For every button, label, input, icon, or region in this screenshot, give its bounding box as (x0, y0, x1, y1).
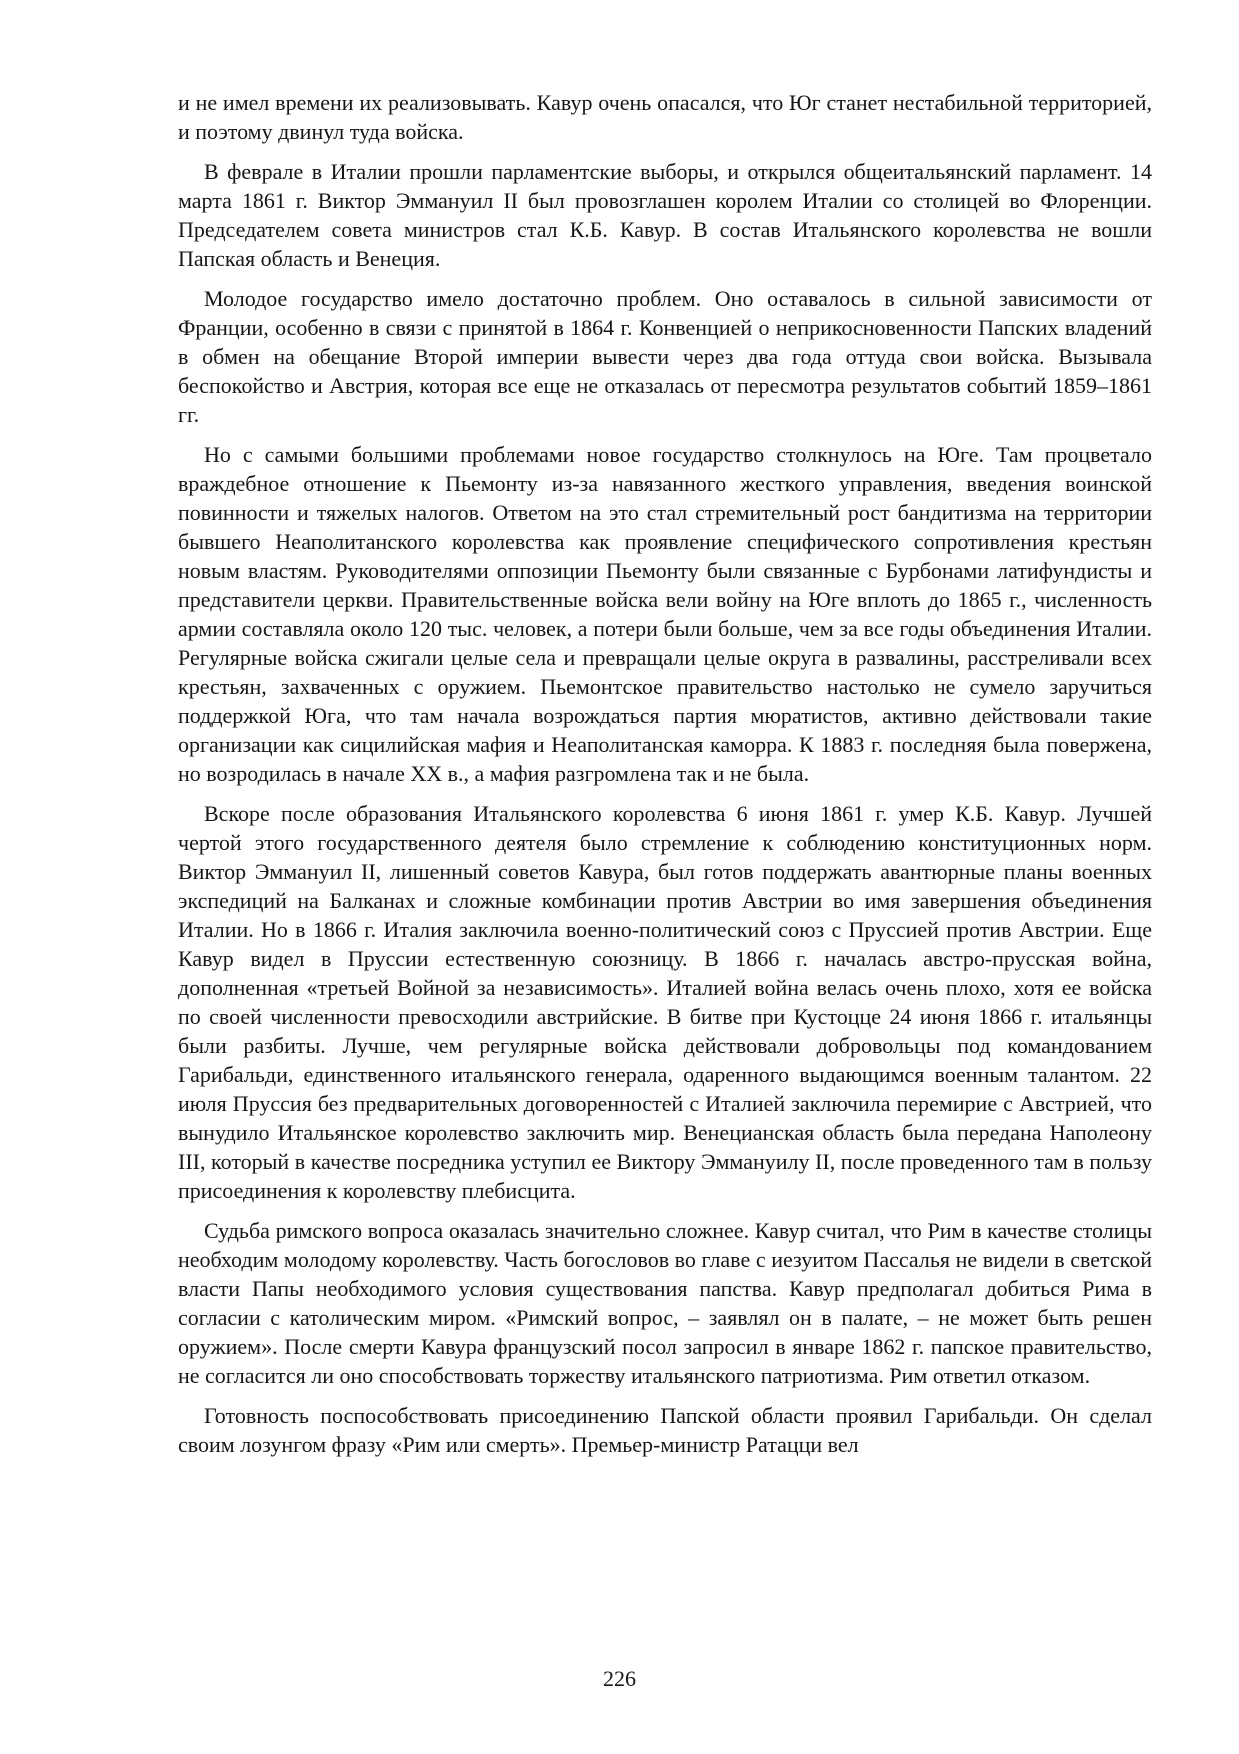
paragraph: Судьба римского вопроса оказалась значительно сложнее. Кавур считал, что Рим в качестве столицы необходим молодому королевству. Часть богословов во главе с иезуитом Пассалья не видели в светской власти Папы необходимого условия существования папства. Кавур предполагал добиться Рима в согласии с католическим миром. «Римский вопрос, – заявлял он в палате, – не может быть решен оружием». После смерти Кавура французский посол запросил в январе 1862 г. папское правительство, не согласится ли оно способствовать торжеству итальянского патриотизма. Рим ответил отказом. (178, 1218, 1152, 1388)
paragraph: Готовность поспособствовать присоединению Папской области проявил Гарибальди. Он сделал своим лозунгом фразу «Рим или смерть». Премьер-министр Ратацци вел (178, 1403, 1152, 1457)
paragraph: Но с самыми большими проблемами новое государство столкнулось на Юге. Там процветало враждебное отношение к Пьемонту из-за навязанного жесткого управления, введения воинской повинности и тяжелых налогов. Ответом на это стал стремительный рост бандитизма на территории бывшего Неаполитанского королевства как проявление специфического сопротивления крестьян новым властям. Руководителями оппозиции Пьемонту были связанные с Бурбонами латифундисты и представители церкви. Правительственные войска вели войну на Юге вплоть до 1865 г., численность армии составляла около 120 тыс. человек, а потери были больше, чем за все годы объединения Италии. Регулярные войска сжигали целые села и превращали целые округа в развалины, расстреливали всех крестьян, захваченных с оружием. Пьемонтское правительство настолько не сумело заручиться поддержкой Юга, что там начала возрождаться партия мюратистов, активно действовали такие организации как сицилийская мафия и Неаполитанская каморра. К 1883 г. последняя была повержена, но возродилась в начале XX в., а мафия разгромлена так и не была. (178, 442, 1152, 786)
paragraph: В феврале в Италии прошли парламентские выборы, и открылся общеитальянский парламент. 14 марта 1861 г. Виктор Эммануил II был провозглашен королем Италии со столицей во Флоренции. Председателем совета министров стал К.Б. Кавур. В состав Итальянского королевства не вошли Папская область и Венеция. (178, 159, 1152, 271)
page-number: 226 (603, 1666, 636, 1691)
paragraph: Молодое государство имело достаточно проблем. Оно оставалось в сильной зависимости от Франции, особенно в связи с принятой в 1864 г. Конвенцией о неприкосновенности Папских владений в обмен на обещание Второй империи вывести через два года оттуда свои войска. Вызывала беспокойство и Австрия, которая все еще не отказалась от пересмотра результатов событий 1859–1861 гг. (178, 286, 1152, 427)
page-body (178, 88, 1152, 1470)
paragraph: Вскоре после образования Итальянского королевства 6 июня 1861 г. умер К.Б. Кавур. Лучшей чертой этого государственного деятеля было стремление к соблюдению конституционных норм. Виктор Эммануил II, лишенный советов Кавура, был готов поддержать авантюрные планы военных экспедиций на Балканах и сложные комбинации против Австрии во имя завершения объединения Италии. Но в 1866 г. Италия заключила военно-политический союз с Пруссией против Австрии. Еще Кавур видел в Пруссии естественную союзницу. В 1866 г. началась австро-прусская война, дополненная «третьей Войной за независимость». Италией война велась очень плохо, хотя ее войска по своей численности превосходили австрийские. В битве при Кустоцце 24 июня 1866 г. итальянцы были разбиты. Лучше, чем регулярные войска действовали добровольцы под командованием Гарибальди, единственного итальянского генерала, одаренного выдающимся военным талантом. 22 июля Пруссия без предварительных договоренностей с Италией заключила перемирие с Австрией, что вынудило Итальянское королевство заключить мир. Венецианская область была передана Наполеону III, который в качестве посредника уступил ее Виктору Эммануилу II, после проведенного там в пользу присоединения к королевству плебисцита. (178, 801, 1152, 1203)
paragraph: и не имел времени их реализовывать. Кавур очень опасался, что Юг станет нестабильной территорией, и поэтому двинул туда войска. (178, 90, 1152, 144)
